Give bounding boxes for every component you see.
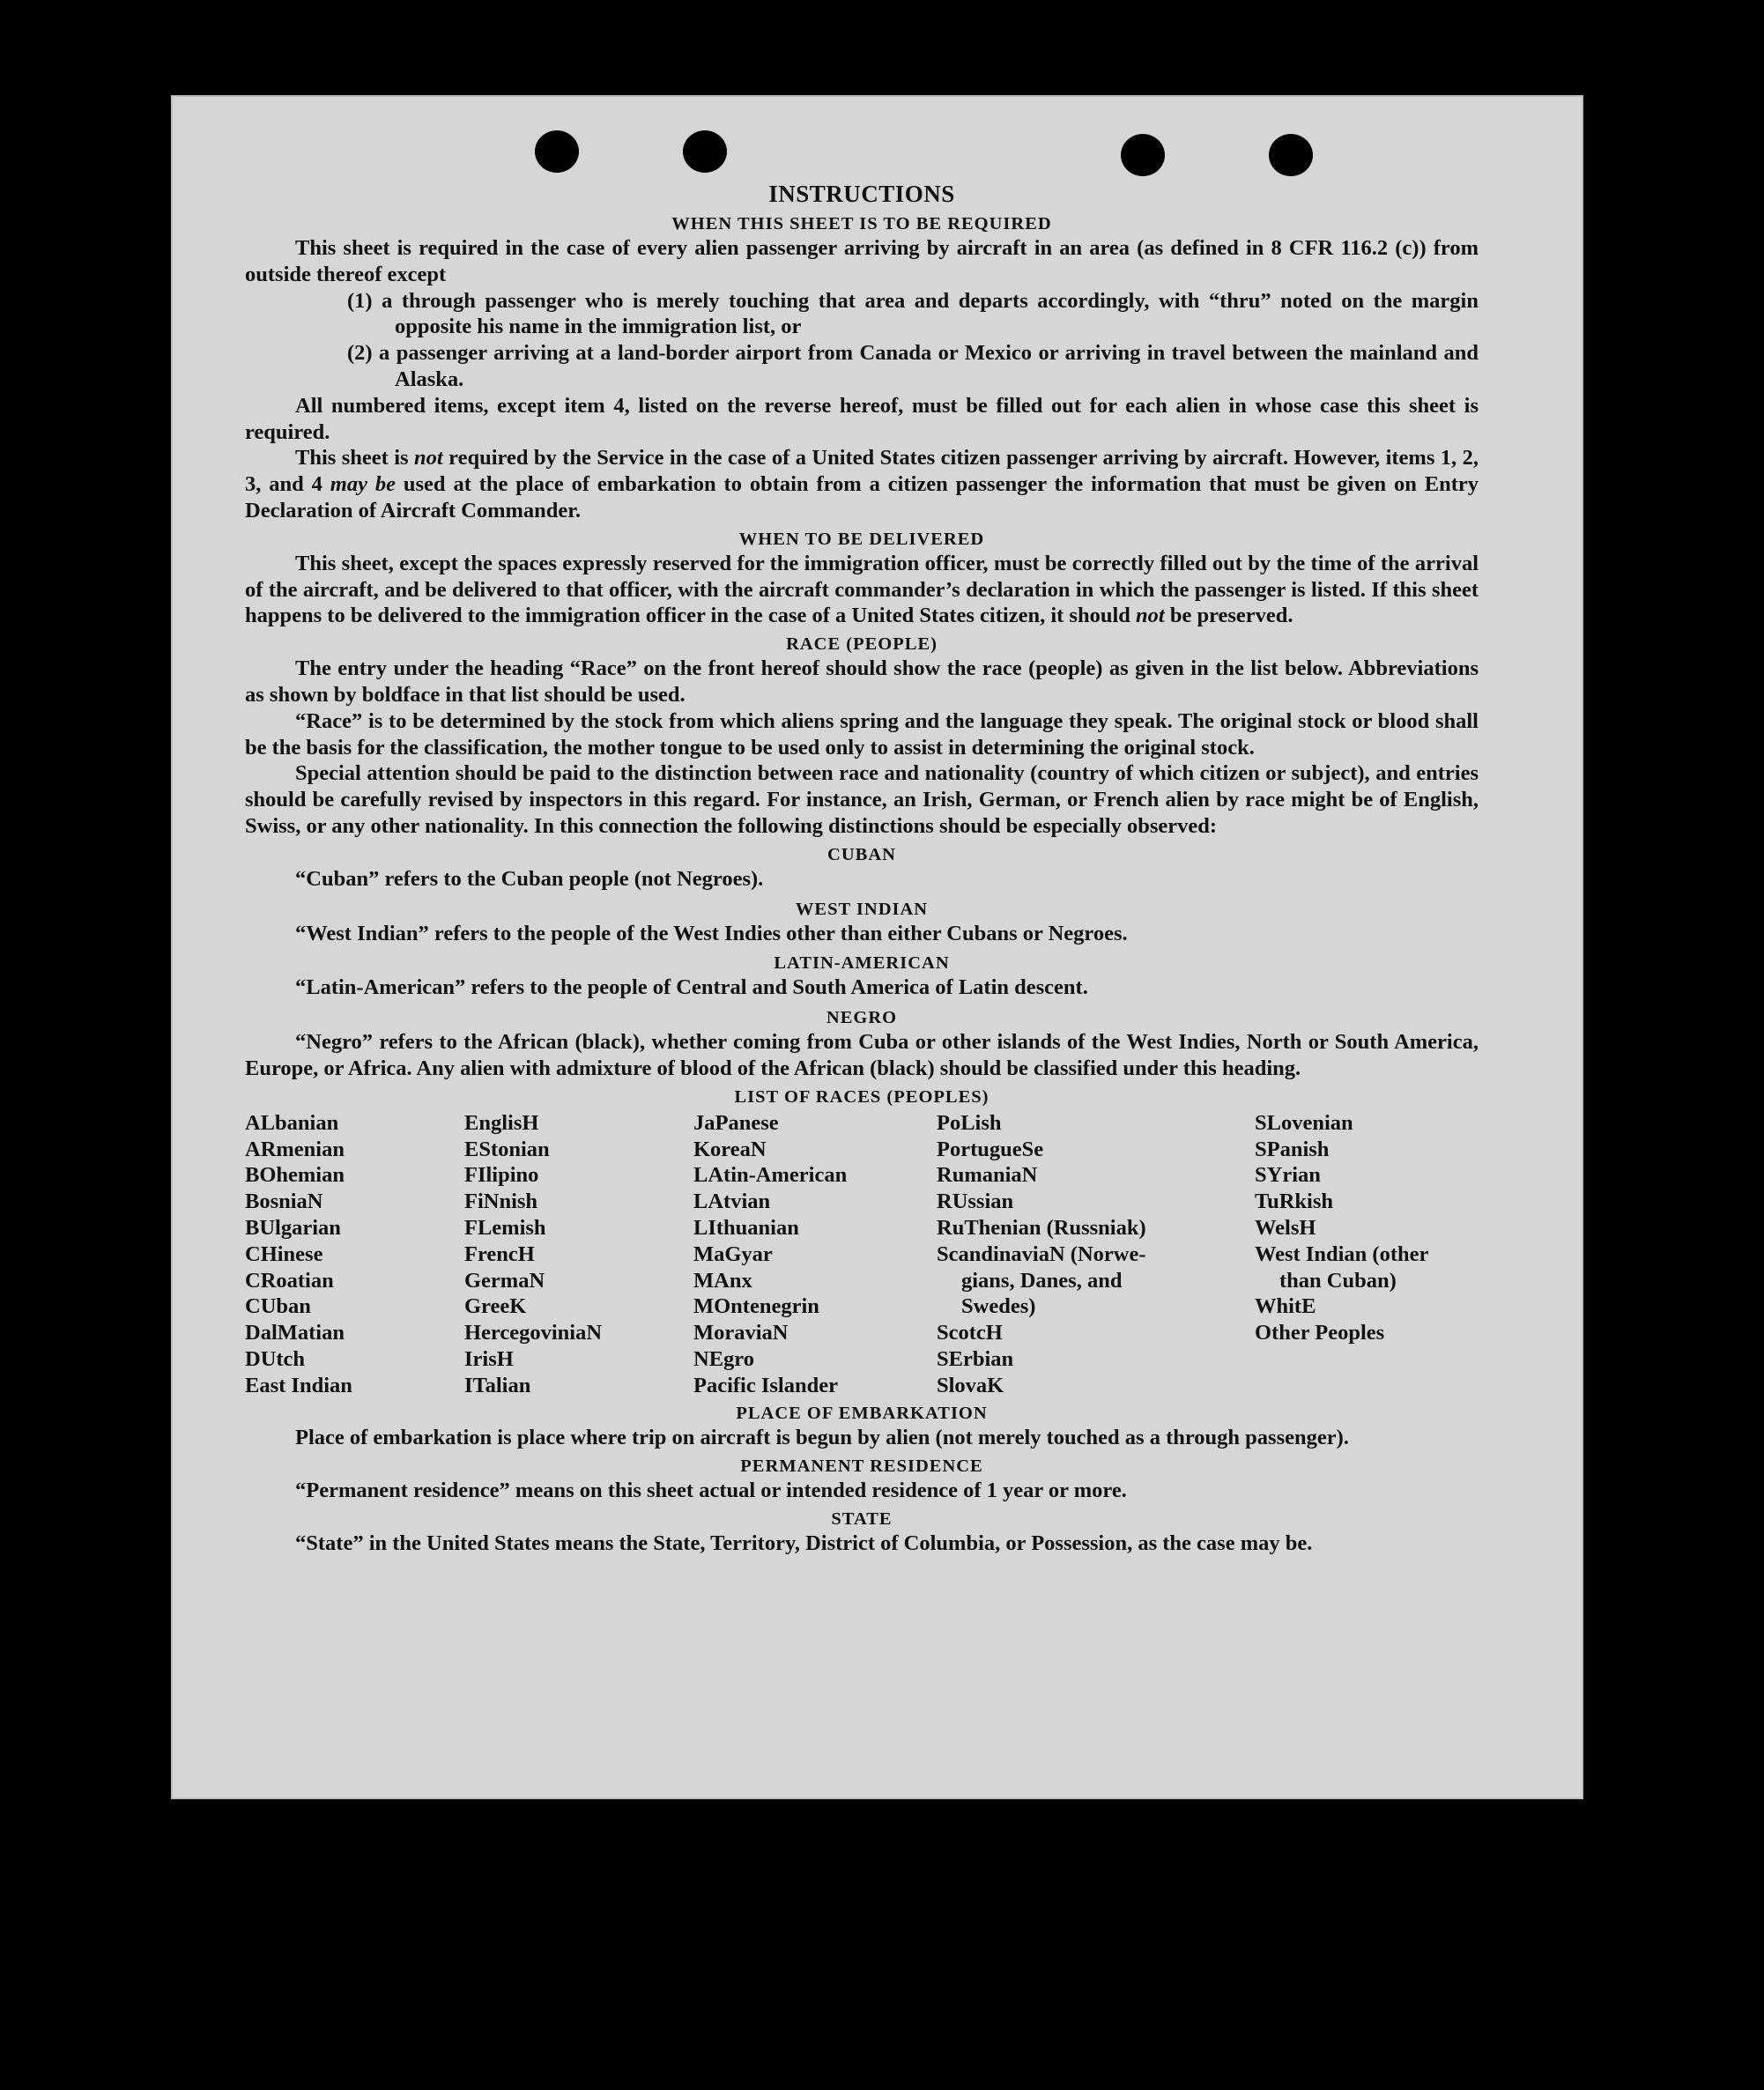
race-item: Pacific Islander [693, 1373, 838, 1397]
section-heading-state: STATE [831, 1509, 893, 1530]
paragraph-west-indian: “West Indian” refers to the people of the West Indies other than either Cubans or Negroes. [295, 921, 1128, 945]
text-run: This sheet, except the spaces expressly reserved for the immigration officer, must be correctly filled out by the time of the arrival of the aircraft, and be delivered to that officer, with the aircraft commander’s declaration in which the passenger is listed. If this sheet happens to be delivered to the immigration officer in the case of a United States citizen, it should [245, 551, 1479, 628]
race-item: IrisH [464, 1346, 514, 1371]
text-run: used at the place of embarkation to obtain from a citizen passenger the information that must be given on Entry Declaration of Aircraft Commander. [245, 472, 1479, 522]
section-heading-race: RACE (PEOPLE) [786, 634, 938, 655]
race-item: KoreaN [693, 1137, 767, 1161]
emphasis-text: not [414, 446, 443, 471]
race-item: GreeK [464, 1294, 527, 1319]
race-item: SPanish [1255, 1137, 1330, 1161]
text-run: be preserved. [1164, 604, 1293, 628]
race-item-continuation: than Cuban) [1279, 1268, 1397, 1293]
punch-hole [1121, 134, 1165, 176]
race-item: East Indian [245, 1373, 352, 1397]
race-column-1 [245, 1110, 464, 1399]
paragraph-delivered [245, 551, 1479, 629]
race-item: ITalian [464, 1373, 531, 1397]
race-item: SYrian [1255, 1163, 1321, 1188]
race-item: CUban [245, 1294, 311, 1319]
race-column-4 [937, 1110, 1255, 1399]
section-heading-latin-american: LATIN-AMERICAN [774, 953, 950, 974]
race-item: JaPanese [693, 1110, 779, 1135]
paragraph-required-intro: This sheet is required in the case of every alien passenger arriving by aircraft in an area (as defined in 8 CFR 116.2 (c)) from outside thereof except [245, 236, 1479, 286]
race-item: BOhemian [245, 1163, 345, 1188]
section-heading-negro: NEGRO [826, 1008, 898, 1028]
race-item: FiNnish [464, 1190, 538, 1214]
paragraph-citizen [245, 445, 1479, 523]
race-item-continuation: gians, Danes, and [961, 1268, 1123, 1293]
race-item: RUssian [937, 1190, 1014, 1214]
race-item: RumaniaN [937, 1163, 1038, 1188]
section-heading-required: WHEN THIS SHEET IS TO BE REQUIRED [671, 214, 1052, 233]
text-run: required by the Service in the case of a United States citizen passenger arriving by aircraft. However, items 1, 2, 3, and 4 [245, 446, 1479, 497]
text-run: This sheet is [295, 446, 415, 471]
race-item: SlovaK [937, 1373, 1004, 1397]
paragraph-negro: “Negro” refers to the African (black), whether coming from Cuba or other islands of the West Indies, North or South America, Europe, or Africa. Any alien with admixture of blood of the African (black) should be classified under this heading. [245, 1030, 1479, 1080]
section-heading-cuban: CUBAN [827, 844, 896, 864]
race-item: West Indian (other [1255, 1241, 1429, 1266]
instructions-body [245, 179, 1479, 1557]
race-item: EnglisH [464, 1110, 539, 1135]
race-item: SErbian [937, 1346, 1014, 1371]
section-heading-embarkation: PLACE OF EMBARKATION [736, 1404, 988, 1424]
race-item: MaGyar [693, 1241, 773, 1266]
race-item: GermaN [464, 1268, 545, 1293]
race-item: LAtin-American [693, 1163, 848, 1188]
race-item: LAtvian [693, 1190, 771, 1214]
paragraph-permanent-residence: “Permanent residence” means on this sheet actual or intended residence of 1 year or more. [295, 1479, 1127, 1503]
race-column-5 [1255, 1110, 1479, 1399]
emphasis-text: may be [330, 472, 396, 497]
paragraph-numbered-items: All numbered items, except item 4, listed on the reverse hereof, must be filled out for each alien in whose case this sheet is required. [245, 393, 1479, 444]
race-item: FrencH [464, 1241, 535, 1266]
paragraph-latin-american: “Latin-American” refers to the people of Central and South America of Latin descent. [295, 975, 1088, 1000]
race-item: PortugueSe [937, 1137, 1044, 1161]
section-heading-delivered: WHEN TO BE DELIVERED [738, 529, 985, 549]
paragraph-race-definition: “Race” is to be determined by the stock from which aliens spring and the language they speak. The original stock or blood shall be the basis for the classification, the mother tongue to be used only to assist in determining the original stock. [245, 708, 1479, 760]
race-item: CRoatian [245, 1268, 334, 1293]
race-item: WelsH [1255, 1215, 1316, 1240]
section-heading-west-indian: WEST INDIAN [795, 899, 929, 919]
section-heading-list-of-races: LIST OF RACES (PEOPLES) [734, 1086, 989, 1107]
race-item: TuRkish [1255, 1190, 1334, 1214]
race-item: ScotcH [937, 1321, 1003, 1345]
race-item: RuThenian (Russniak) [937, 1215, 1146, 1240]
paragraph-race-entry: The entry under the heading “Race” on the front hereof should show the race (people) as given in the list below. Abbreviations as shown by boldface in that list should be used. [245, 656, 1479, 707]
paragraph-race-nationality: Special attention should be paid to the distinction between race and nationality (country of which citizen or subject), and entries should be carefully revised by inspectors in this regard. For instance, an Irish, German, or French alien by race might be of English, Swiss, or any other nationality. In this connection the following distinctions should be especially observed: [245, 761, 1479, 838]
punch-hole [683, 130, 727, 173]
race-column-2 [464, 1110, 693, 1399]
race-item: EStonian [464, 1137, 550, 1161]
race-item: LIthuanian [693, 1215, 799, 1240]
race-item: FIlipino [464, 1163, 539, 1188]
race-item: HercegoviniaN [464, 1321, 603, 1345]
race-item: WhitE [1255, 1294, 1316, 1319]
exception-item-2: (2) a passenger arriving at a land-border airport from Canada or Mexico or arriving in travel between the mainland and Alaska. [347, 341, 1479, 391]
paragraph-embarkation: Place of embarkation is place where trip on aircraft is begun by alien (not merely touched as a through passenger). [295, 1426, 1349, 1450]
race-item: Other Peoples [1255, 1321, 1385, 1345]
race-item: BUlgarian [245, 1215, 341, 1240]
document-sheet [171, 95, 1583, 1799]
punch-hole [1269, 134, 1313, 176]
race-item: BosniaN [245, 1190, 323, 1214]
race-item: DUtch [245, 1346, 306, 1371]
race-item: MOntenegrin [693, 1294, 819, 1319]
emphasis-text: not [1136, 604, 1165, 628]
race-item: NEgro [693, 1346, 754, 1371]
race-column-3 [693, 1110, 937, 1399]
race-item: ScandinaviaN (Norwe- [937, 1241, 1146, 1266]
page-title: INSTRUCTIONS [768, 181, 955, 207]
race-item: PoLish [937, 1110, 1002, 1135]
race-item: ARmenian [245, 1137, 345, 1161]
race-item: MAnx [693, 1268, 752, 1293]
race-item: DalMatian [245, 1321, 345, 1345]
race-list [245, 1110, 1479, 1399]
race-item: CHinese [245, 1241, 323, 1266]
race-item: FLemish [464, 1215, 546, 1240]
race-item: ALbanian [245, 1110, 339, 1135]
punch-hole [535, 130, 579, 173]
race-item: SLovenian [1255, 1110, 1353, 1135]
paragraph-state: “State” in the United States means the State, Territory, District of Columbia, or Possession, as the case may be. [295, 1531, 1313, 1556]
section-heading-permanent-residence: PERMANENT RESIDENCE [740, 1456, 983, 1477]
race-item-continuation: Swedes) [961, 1294, 1036, 1319]
paragraph-cuban: “Cuban” refers to the Cuban people (not Negroes). [295, 866, 764, 891]
exception-item-1: (1) a through passenger who is merely touching that area and departs accordingly, with “thru” noted on the margin opposite his name in the immigration list, or [347, 288, 1479, 339]
race-item: MoraviaN [693, 1321, 789, 1345]
